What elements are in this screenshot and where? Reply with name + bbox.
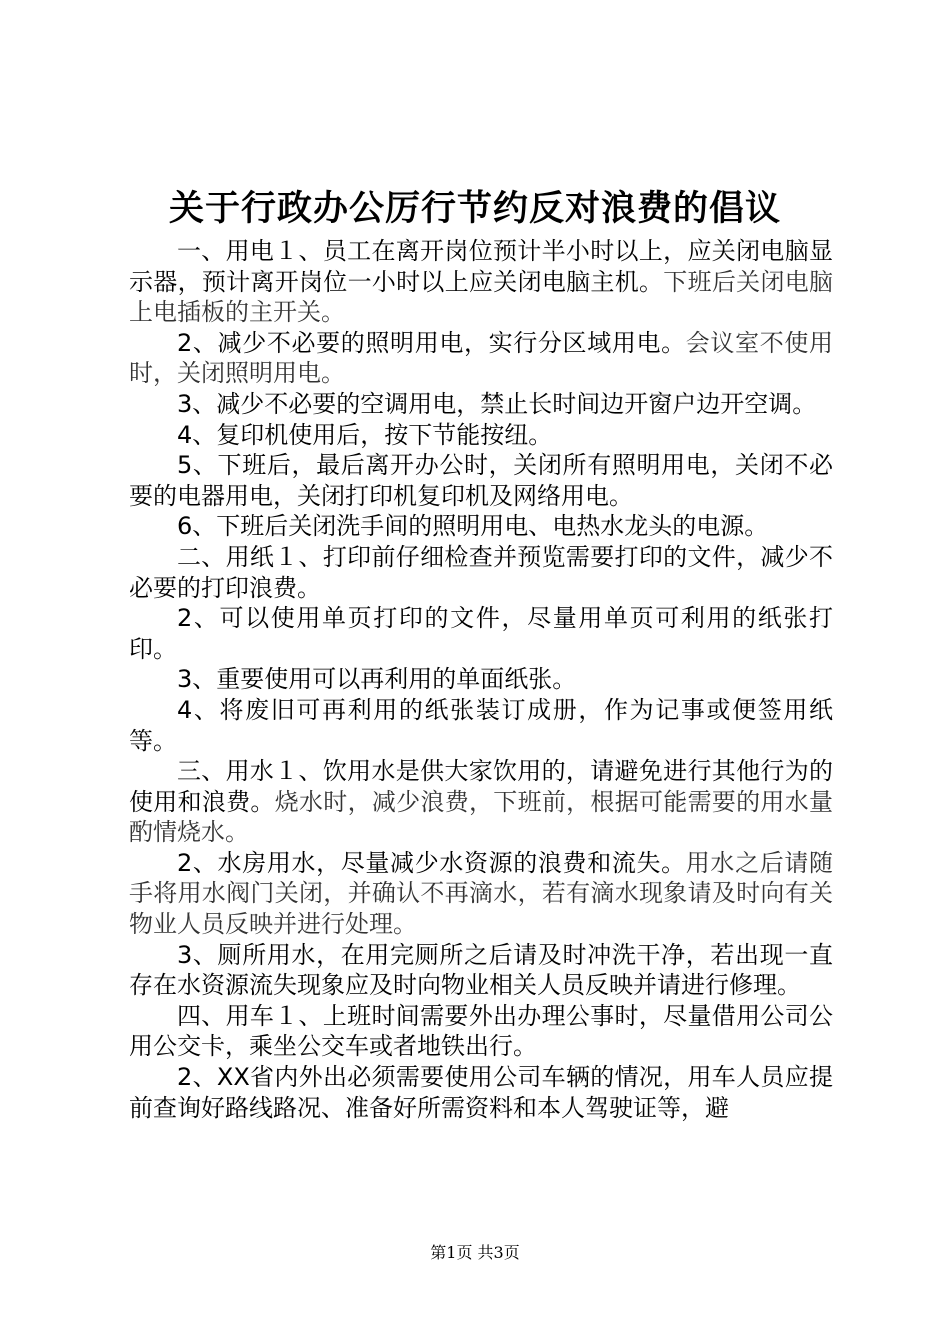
paragraph (129, 664, 833, 695)
paragraph (129, 848, 833, 940)
paragraph-text: 4、将废旧可再利用的纸张装订成册，作为记事或便签用纸等。 (129, 695, 833, 755)
paragraph (129, 542, 833, 603)
page-number: 第1页 共3页 (430, 1243, 520, 1262)
paragraph (129, 328, 833, 389)
paragraph-text: 一、用电１、员工在离开岗位预计半小时以上，应关闭电脑显示器，预计离开岗位一小时以上应关闭电脑主机。 (129, 237, 833, 296)
paragraph-text: 4、复印机使用后，按下节能按纽。 (177, 420, 553, 449)
paragraph-text: 2、减少不必要的照明用电，实行分区域用电。 (177, 328, 686, 357)
paragraph (129, 695, 833, 756)
paragraph (129, 756, 833, 848)
paragraph (129, 236, 833, 328)
paragraph-extra-text: 用水之后请随手将用水阀门关闭，并确认不再滴水，若有滴水现象请及时向有关物业人员反映并进行处理。 (129, 848, 833, 939)
paragraph-text: 3、减少不必要的空调用电，禁止长时间边开窗户边开空调。 (177, 389, 817, 418)
paragraph (129, 1062, 833, 1123)
document-title: 关于行政办公厉行节约反对浪费的倡议 (168, 188, 781, 229)
paragraph (129, 603, 833, 664)
paragraph (129, 450, 833, 511)
paragraph-text: 3、厕所用水，在用完厕所之后请及时冲洗干净，若出现一直存在水资源流失现象应及时向物业相关人员反映并请进行修理。 (129, 940, 833, 1000)
paragraph-extra-text: 会议室不使用时，关闭照明用电。 (129, 328, 833, 388)
paragraph (129, 420, 833, 451)
paragraph-text: 四、用车１、上班时间需要外出办理公事时，尽量借用公司公用公交卡，乘坐公交车或者地铁出行。 (129, 1001, 833, 1061)
paragraph-text: 二、用纸１、打印前仔细检查并预览需要打印的文件，减少不必要的打印浪费。 (129, 542, 833, 602)
document-body (129, 236, 833, 1123)
paragraph-text: 2、XX省内外出必须需要使用公司车辆的情况，用车人员应提前查询好路线路况、准备好所需资料和本人驾驶证等，避 (129, 1063, 833, 1122)
paragraph (129, 389, 833, 420)
paragraph-text: 6、下班后关闭洗手间的照明用电、电热水龙头的电源。 (177, 512, 769, 541)
paragraph (129, 511, 833, 542)
paragraph-extra-text: 下班后关闭电脑上电插板的主开关。 (129, 267, 834, 327)
paragraph-extra-text: 烧水时，减少浪费，下班前，根据可能需要的用水量酌情烧水。 (129, 787, 834, 847)
paragraph (129, 940, 833, 1001)
paragraph-text: 三、用水１、饮用水是供大家饮用的，请避免进行其他行为的使用和浪费。 (129, 757, 833, 816)
paragraph (129, 1001, 833, 1062)
paragraph-text: 3、重要使用可以再利用的单面纸张。 (177, 665, 577, 694)
paragraph-text: 5、下班后，最后离开办公时，关闭所有照明用电，关闭不必要的电器用电，关闭打印机复印机及网络用电。 (129, 451, 833, 510)
paragraph-text: 2、可以使用单页打印的文件，尽量用单页可利用的纸张打印。 (129, 604, 833, 663)
paragraph-text: 2、水房用水，尽量减少水资源的浪费和流失。 (177, 848, 686, 877)
page-footer (0, 1243, 950, 1263)
